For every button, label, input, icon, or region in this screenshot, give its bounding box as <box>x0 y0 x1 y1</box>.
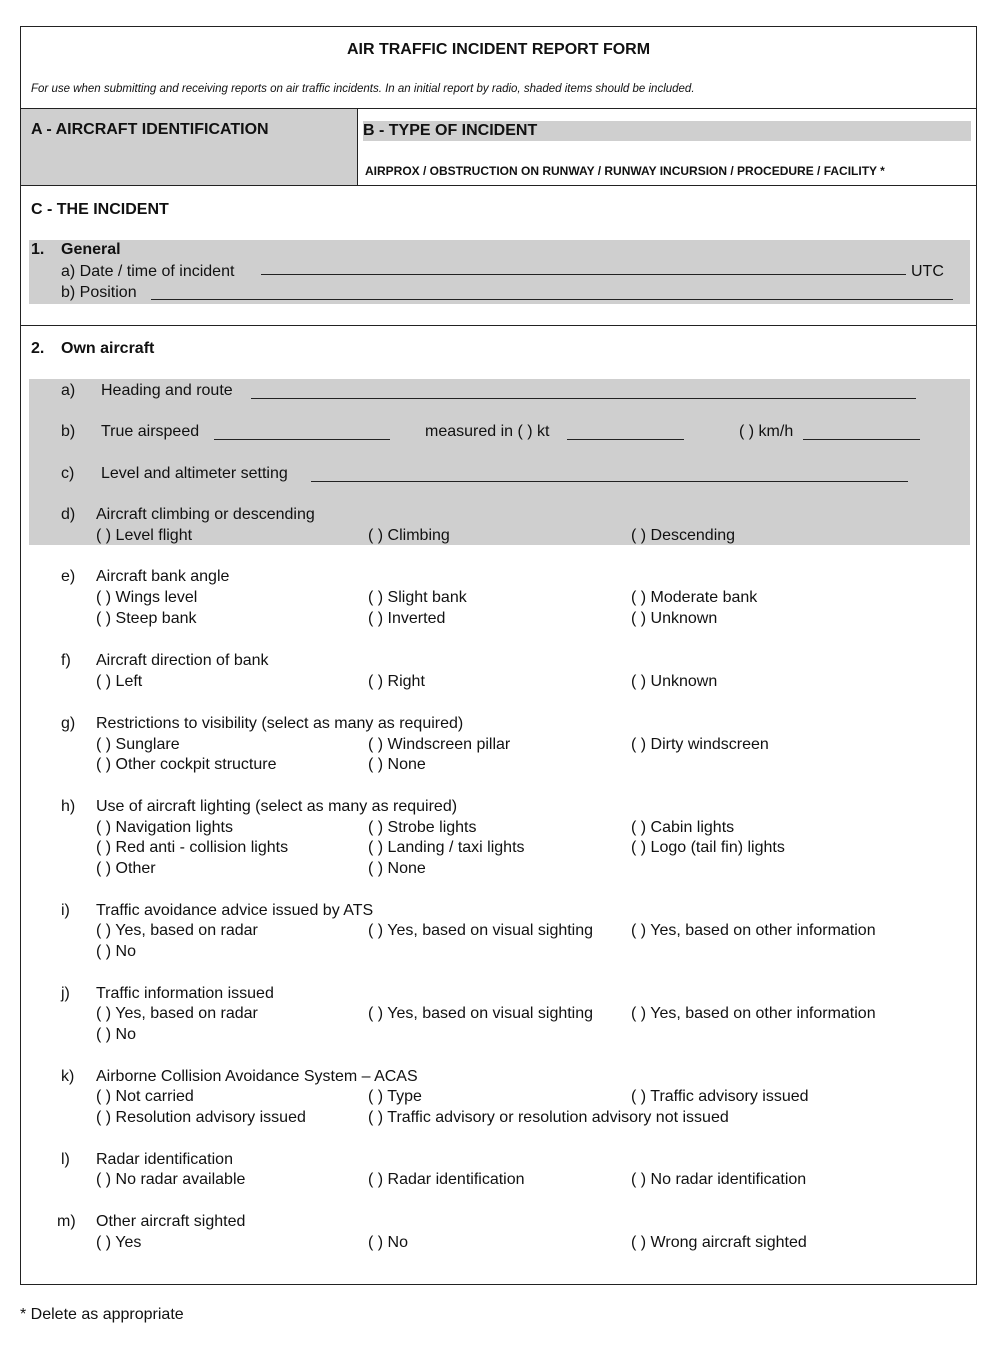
option-no-radar-identification[interactable]: ( ) No radar identification <box>631 1171 807 1188</box>
section-a-aircraft-identification[interactable] <box>21 109 358 186</box>
option-acas-not-carried[interactable]: ( ) Not carried <box>96 1088 194 1105</box>
bank-angle-label: Aircraft bank angle <box>96 568 230 585</box>
item-f-letter: f) <box>61 652 71 669</box>
item-c-letter: c) <box>61 465 75 482</box>
option-lighting-none[interactable]: ( ) None <box>368 860 426 877</box>
option-logo-lights[interactable]: ( ) Logo (tail fin) lights <box>631 839 785 856</box>
item-e-letter: e) <box>61 568 76 585</box>
position-field[interactable] <box>151 299 953 300</box>
option-info-radar[interactable]: ( ) Yes, based on radar <box>96 1005 258 1022</box>
kmh-field[interactable] <box>803 439 920 440</box>
form-frame <box>20 26 977 1285</box>
option-bank-unknown[interactable]: ( ) Unknown <box>631 610 718 627</box>
option-steep-bank[interactable]: ( ) Steep bank <box>96 610 197 627</box>
date-time-label: a) Date / time of incident <box>61 263 235 280</box>
option-avoidance-radar[interactable]: ( ) Yes, based on radar <box>96 922 258 939</box>
kt-field[interactable] <box>567 439 684 440</box>
traffic-information-label: Traffic information issued <box>96 985 274 1002</box>
item-i-letter: i) <box>61 902 70 919</box>
item-l-letter: l) <box>61 1151 70 1168</box>
measured-kt-option[interactable]: measured in ( ) kt <box>425 423 550 440</box>
option-sighted-no[interactable]: ( ) No <box>368 1234 408 1251</box>
general-number: 1. <box>31 241 45 258</box>
option-right[interactable]: ( ) Right <box>368 673 425 690</box>
position-label: b) Position <box>61 284 137 301</box>
option-other-cockpit-structure[interactable]: ( ) Other cockpit structure <box>96 756 277 773</box>
heading-route-label: Heading and route <box>101 382 233 399</box>
visibility-restrictions-label: Restrictions to visibility (select as many as required) <box>96 715 464 732</box>
option-moderate-bank[interactable]: ( ) Moderate bank <box>631 589 758 606</box>
option-no-radar-available[interactable]: ( ) No radar available <box>96 1171 246 1188</box>
option-info-visual[interactable]: ( ) Yes, based on visual sighting <box>368 1005 594 1022</box>
option-info-no[interactable]: ( ) No <box>96 1026 136 1043</box>
direction-of-bank-label: Aircraft direction of bank <box>96 652 269 669</box>
option-advisory-not-issued[interactable]: ( ) Traffic advisory or resolution advisory not issued <box>368 1109 729 1126</box>
own-heading: Own aircraft <box>61 340 155 357</box>
option-traffic-advisory[interactable]: ( ) Traffic advisory issued <box>631 1088 809 1105</box>
section-b-label: B - TYPE OF INCIDENT <box>363 122 538 139</box>
option-wings-level[interactable]: ( ) Wings level <box>96 589 198 606</box>
option-climbing[interactable]: ( ) Climbing <box>368 527 450 544</box>
option-cabin-lights[interactable]: ( ) Cabin lights <box>631 819 735 836</box>
option-direction-unknown[interactable]: ( ) Unknown <box>631 673 718 690</box>
item-m-letter: m) <box>57 1213 76 1230</box>
option-navigation-lights[interactable]: ( ) Navigation lights <box>96 819 233 836</box>
section-c-label: C - THE INCIDENT <box>31 201 169 218</box>
form-subtitle: For use when submitting and receiving reports on air traffic incidents. In an initial report by radio, shaded items should be included. <box>31 83 695 95</box>
aircraft-lighting-label: Use of aircraft lighting (select as many as required) <box>96 798 458 815</box>
option-avoidance-no[interactable]: ( ) No <box>96 943 136 960</box>
option-descending[interactable]: ( ) Descending <box>631 527 736 544</box>
option-landing-taxi-lights[interactable]: ( ) Landing / taxi lights <box>368 839 525 856</box>
option-slight-bank[interactable]: ( ) Slight bank <box>368 589 467 606</box>
option-avoidance-other[interactable]: ( ) Yes, based on other information <box>631 922 876 939</box>
option-resolution-advisory[interactable]: ( ) Resolution advisory issued <box>96 1109 306 1126</box>
utc-label: UTC <box>911 263 944 280</box>
item-k-letter: k) <box>61 1068 75 1085</box>
true-airspeed-field[interactable] <box>214 439 390 440</box>
item-h-letter: h) <box>61 798 76 815</box>
option-windscreen-pillar[interactable]: ( ) Windscreen pillar <box>368 736 511 753</box>
item-b-letter: b) <box>61 423 76 440</box>
option-sighted-yes[interactable]: ( ) Yes <box>96 1234 142 1251</box>
climbing-descending-label: Aircraft climbing or descending <box>96 506 315 523</box>
divider <box>21 185 976 186</box>
option-strobe-lights[interactable]: ( ) Strobe lights <box>368 819 477 836</box>
option-radar-identification[interactable]: ( ) Radar identification <box>368 1171 525 1188</box>
option-dirty-windscreen[interactable]: ( ) Dirty windscreen <box>631 736 769 753</box>
option-visibility-none[interactable]: ( ) None <box>368 756 426 773</box>
option-red-anti-collision-lights[interactable]: ( ) Red anti - collision lights <box>96 839 289 856</box>
radar-identification-label: Radar identification <box>96 1151 233 1168</box>
option-level-flight[interactable]: ( ) Level flight <box>96 527 193 544</box>
divider <box>21 325 976 326</box>
item-a-letter: a) <box>61 382 76 399</box>
own-number: 2. <box>31 340 45 357</box>
section-b-header <box>363 121 971 141</box>
heading-route-field[interactable] <box>251 398 916 399</box>
option-avoidance-visual[interactable]: ( ) Yes, based on visual sighting <box>368 922 594 939</box>
item-j-letter: j) <box>61 985 70 1002</box>
footnote: * Delete as appropriate <box>20 1306 184 1323</box>
option-info-other[interactable]: ( ) Yes, based on other information <box>631 1005 876 1022</box>
avoidance-advice-label: Traffic avoidance advice issued by ATS <box>96 902 374 919</box>
kmh-option[interactable]: ( ) km/h <box>739 423 794 440</box>
option-left[interactable]: ( ) Left <box>96 673 143 690</box>
section-a-label: A - AIRCRAFT IDENTIFICATION <box>31 121 269 138</box>
form-title: AIR TRAFFIC INCIDENT REPORT FORM <box>346 41 651 58</box>
option-lighting-other[interactable]: ( ) Other <box>96 860 156 877</box>
general-heading: General <box>61 241 121 258</box>
option-acas-type[interactable]: ( ) Type <box>368 1088 422 1105</box>
option-sunglare[interactable]: ( ) Sunglare <box>96 736 180 753</box>
incident-type-options[interactable]: AIRPROX / OBSTRUCTION ON RUNWAY / RUNWAY INCURSION / PROCEDURE / FACILITY * <box>365 164 885 178</box>
level-altimeter-field[interactable] <box>311 481 908 482</box>
acas-label: Airborne Collision Avoidance System – ACAS <box>96 1068 418 1085</box>
date-time-field[interactable] <box>261 274 906 275</box>
option-wrong-aircraft-sighted[interactable]: ( ) Wrong aircraft sighted <box>631 1234 807 1251</box>
item-g-letter: g) <box>61 715 76 732</box>
level-altimeter-label: Level and altimeter setting <box>101 465 288 482</box>
other-aircraft-sighted-label: Other aircraft sighted <box>96 1213 246 1230</box>
item-d-letter: d) <box>61 506 76 523</box>
option-inverted[interactable]: ( ) Inverted <box>368 610 446 627</box>
true-airspeed-label: True airspeed <box>101 423 200 440</box>
